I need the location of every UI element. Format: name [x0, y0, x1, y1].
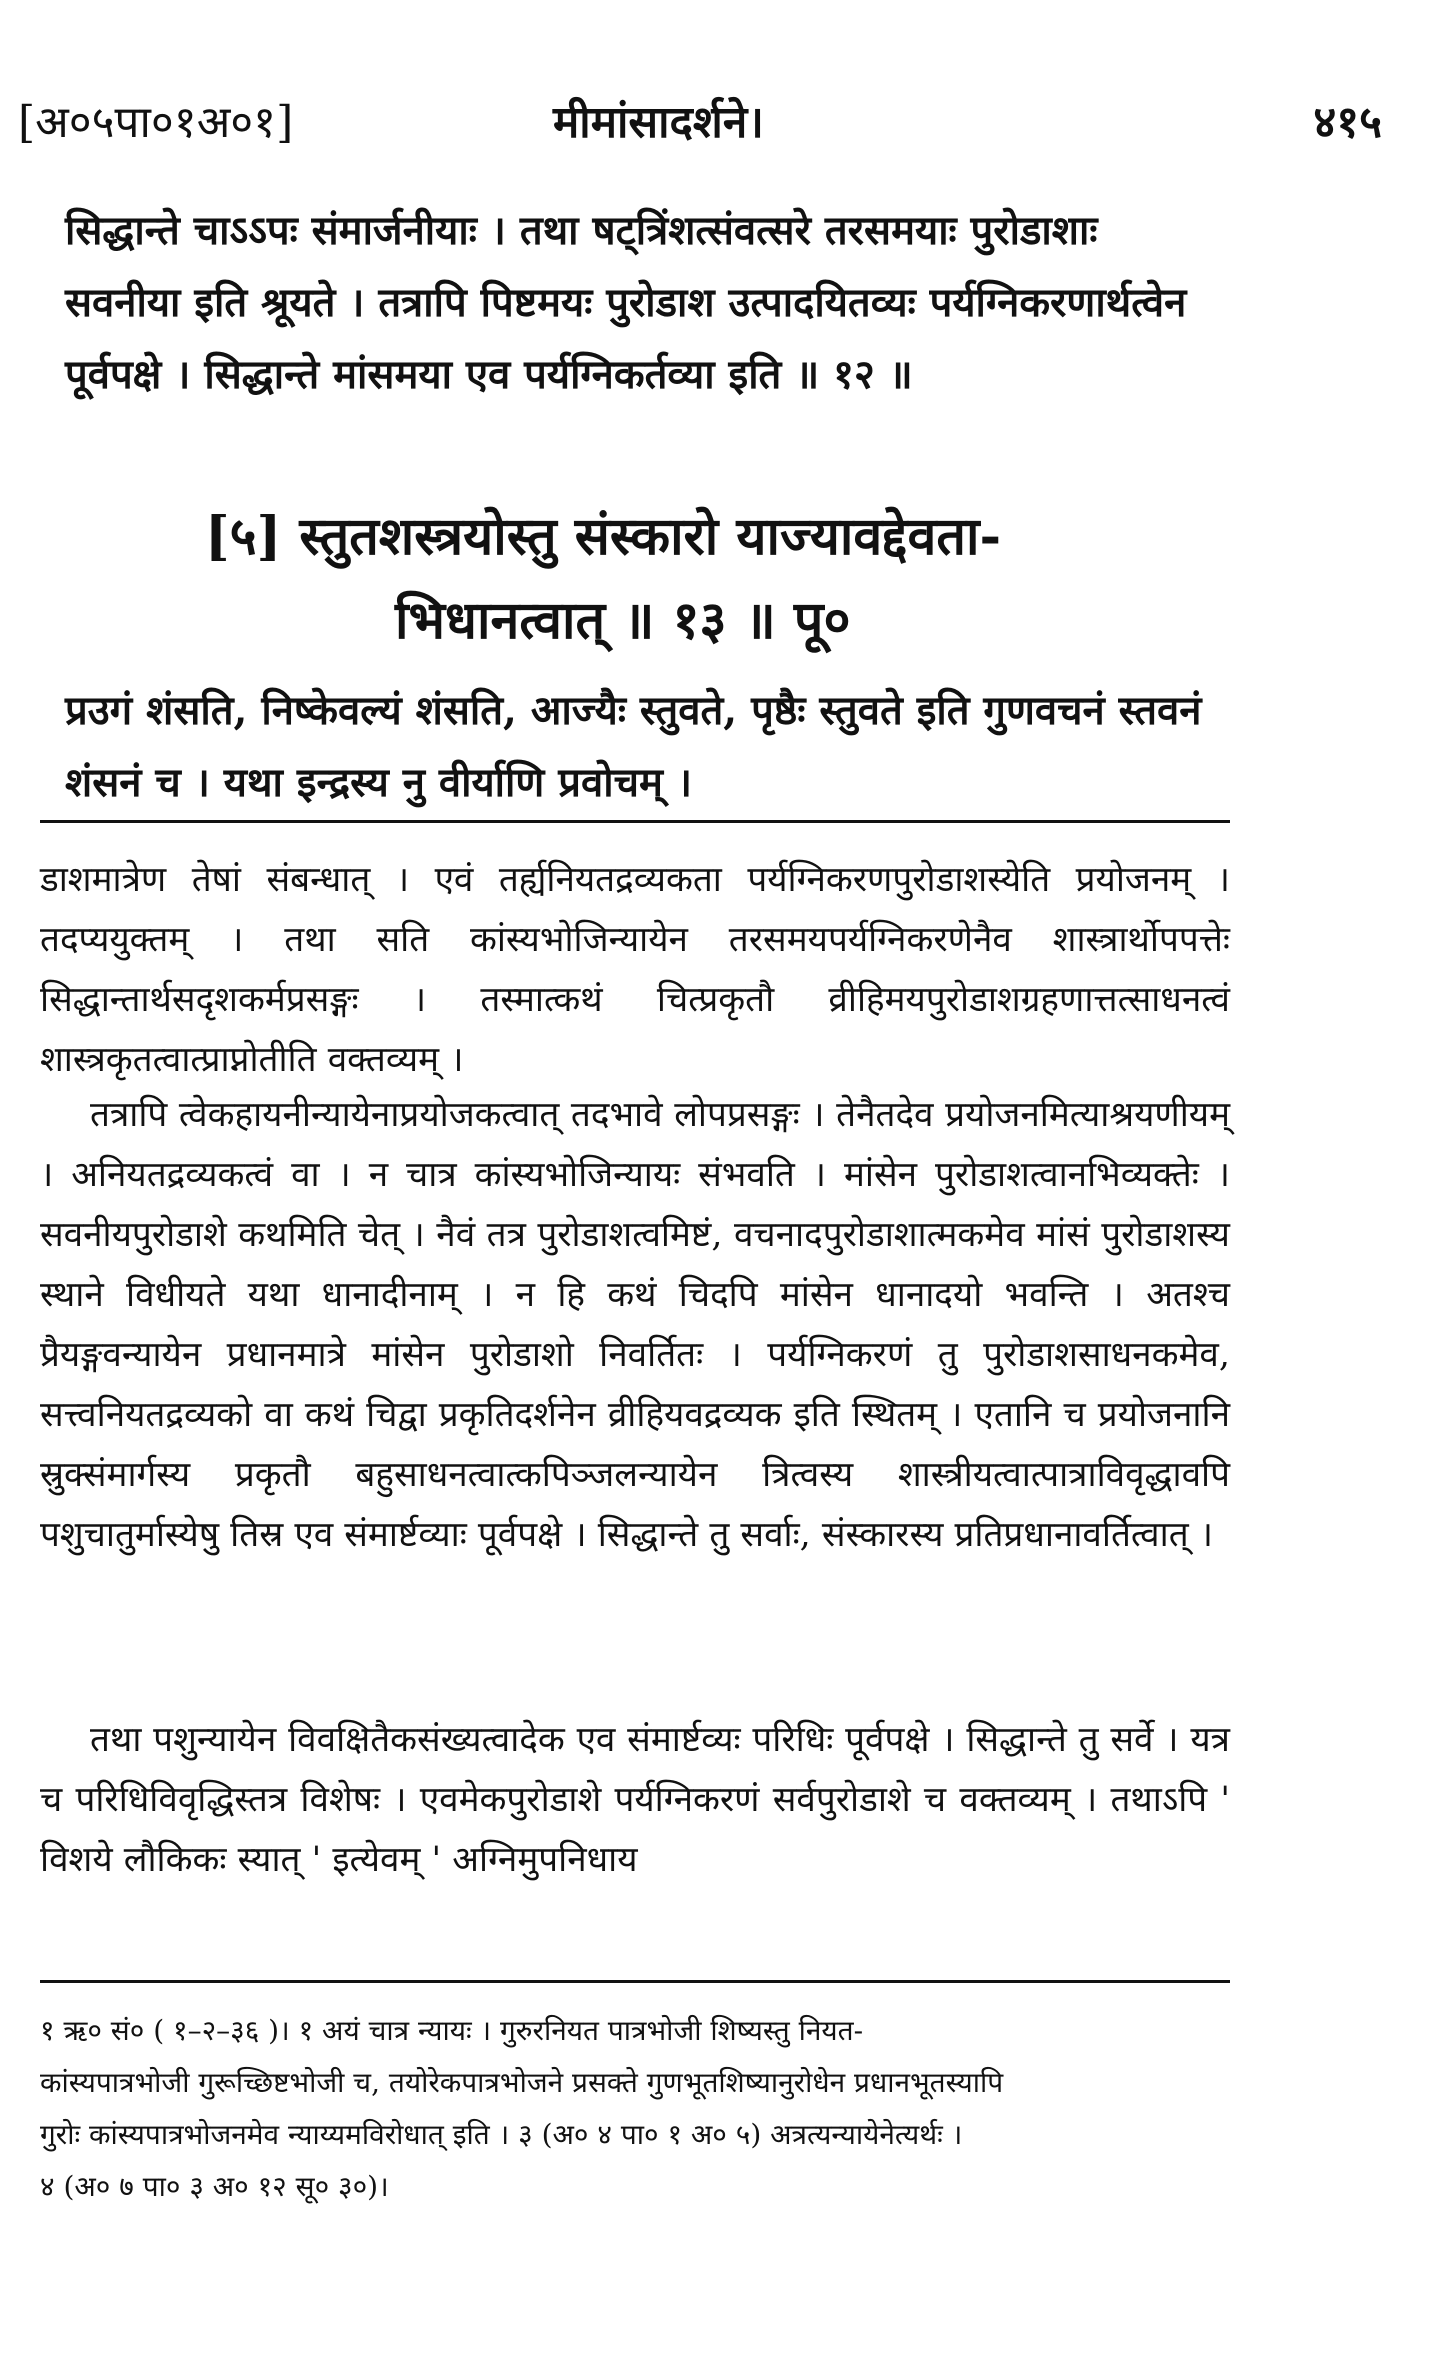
sutra-block [205, 495, 1205, 663]
page-number: ४१५ [1313, 97, 1382, 148]
chapter-reference: [अ०५पा०१अ०१] [18, 97, 294, 148]
sutra-line-1: [५] स्तुतशस्त्रयोस्तु संस्कारो याज्यावद्देवता- [205, 506, 1002, 567]
footnote-line: गुरोः कांस्यपात्रभोजनमेव न्याय्यमविरोधात् इति । ३ (अ० ४ पा० १ अ० ५) अत्रत्यन्यायेनेत्यर्थः । [40, 2118, 963, 2151]
footnote-line: १ ऋ० सं० ( १–२–३६ )। १ अयं चात्र न्यायः । गुरुरनियत पात्रभोजी शिष्यस्तु नियत- [40, 2014, 864, 2047]
footnote-line: कांस्यपात्रभोजी गुरूच्छिष्टभोजी च, तयोरेकपात्रभोजने प्रसक्ते गुणभूतशिष्यानुरोधेन प्रधानभूतस्यापि [40, 2066, 1004, 2099]
commentary-paragraph-1: डाशमात्रेण तेषां संबन्धात् । एवं तर्ह्यनियतद्रव्यकता पर्यग्निकरणपुरोडाशस्येति प्रयोजनम् । तदप्ययुक्तम् । तथा सति कांस्यभोजिन्यायेन तरसमयपर्यग्निकरणेनैव शास्त्रार्थोपपत्तेः सिद्धान्तार्थसदृशकर्मप्रसङ्गः । तस्मात्कथं चित्प्रकृतौ व्रीहिमयपुरोडाशग्रहणात्तत्साधनत्वं शास्त्रकृतत्वात्प्राप्नोतीति वक्तव्यम् । [40, 860, 1230, 1080]
opening-paragraph: सिद्धान्ते चाऽऽपः संमार्जनीयाः । तथा षट्त्रिंशत्संवत्सरे तरसमयाः पुरोडाशाः सवनीया इति श्रूयते । तत्रापि पिष्टमयः पुरोडाश उत्पादयितव्यः पर्यग्निकरणार्थत्वेन पूर्वपक्षे । सिद्धान्ते मांसमया एव पर्यग्निकर्तव्या इति ॥ १२ ॥ [65, 207, 1187, 398]
commentary-paragraph-3-text: तथा पशुन्यायेन विवक्षितैकसंख्यत्वादेक एव संमार्ष्टव्यः परिधिः पूर्वपक्षे । सिद्धान्ते तु सर्वे । यत्र च परिधिविवृद्धिस्तत्र विशेषः । एवमेकपुरोडाशे पर्यग्निकरणं सर्वपुरोडाशे च वक्तव्यम् । तथाऽपि ' विशये लौकिकः स्यात् ' इत्येवम् ' अग्निमुपनिधाय [40, 1720, 1230, 1880]
footnotes [40, 2005, 1240, 2213]
commentary-paragraph-2 [40, 1085, 1230, 1565]
bhashya-paragraph: प्रउगं शंसति, निष्केवल्यं शंसति, आज्यैः स्तुवते, पृष्ठैः स्तुवते इति गुणवचनं स्तवनं शंसनं च । यथा इन्द्रस्य नु वीर्याणि प्रवोचम् । [65, 687, 1202, 806]
footnote-line: ४ (अ० ७ पा० ३ अ० १२ सू० ३०)। [40, 2170, 389, 2203]
commentary-paragraph-3 [40, 1710, 1230, 1890]
footnote-divider [40, 1980, 1230, 1983]
commentary-paragraph-2-text: तत्रापि त्वेकहायनीन्यायेनाप्रयोजकत्वात् तदभावे लोपप्रसङ्गः । तेनैतदेव प्रयोजनमित्याश्रयणीयम् । अनियतद्रव्यकत्वं वा । न चात्र कांस्यभोजिन्यायः संभवति । मांसेन पुरोडाशत्वानभिव्यक्तेः । सवनीयपुरोडाशे कथमिति चेत् । नैवं तत्र पुरोडाशत्वमिष्टं, वचनादपुरोडाशात्मकमेव मांसं पुरोडाशस्य स्थाने विधीयते यथा धानादीनाम् । न हि कथं चिदपि मांसेन धानादयो भवन्ति । अतश्च प्रैयङ्गवन्यायेन प्रधानमात्रे मांसेन पुरोडाशो निवर्तितः । पर्यग्निकरणं तु पुरोडाशसाधनकमेव, सत्त्वनियतद्रव्यको वा कथं चिद्वा प्रकृतिदर्शनेन व्रीहियवद्रव्यक इति स्थितम् । एतानि च प्रयोजनानि स्रुक्संमार्गस्य प्रकृतौ बहुसाधनत्वात्कपिञ्जलन्यायेन त्रित्वस्य शास्त्रीयत्वात्पात्राविवृद्धावपि पशुचातुर्मास्येषु तिस्र एव संमार्ष्टव्याः पूर्वपक्षे । सिद्धान्ते तु सर्वाः, संस्कारस्य प्रतिप्रधानावर्तित्वात् । [40, 1095, 1230, 1555]
book-title: मीमांसादर्शने। [553, 97, 764, 148]
section-divider [40, 820, 1230, 823]
running-header [18, 90, 1382, 170]
sutra-line-2: भिधानत्वात् ॥ १३ ॥ पू० [395, 590, 851, 651]
